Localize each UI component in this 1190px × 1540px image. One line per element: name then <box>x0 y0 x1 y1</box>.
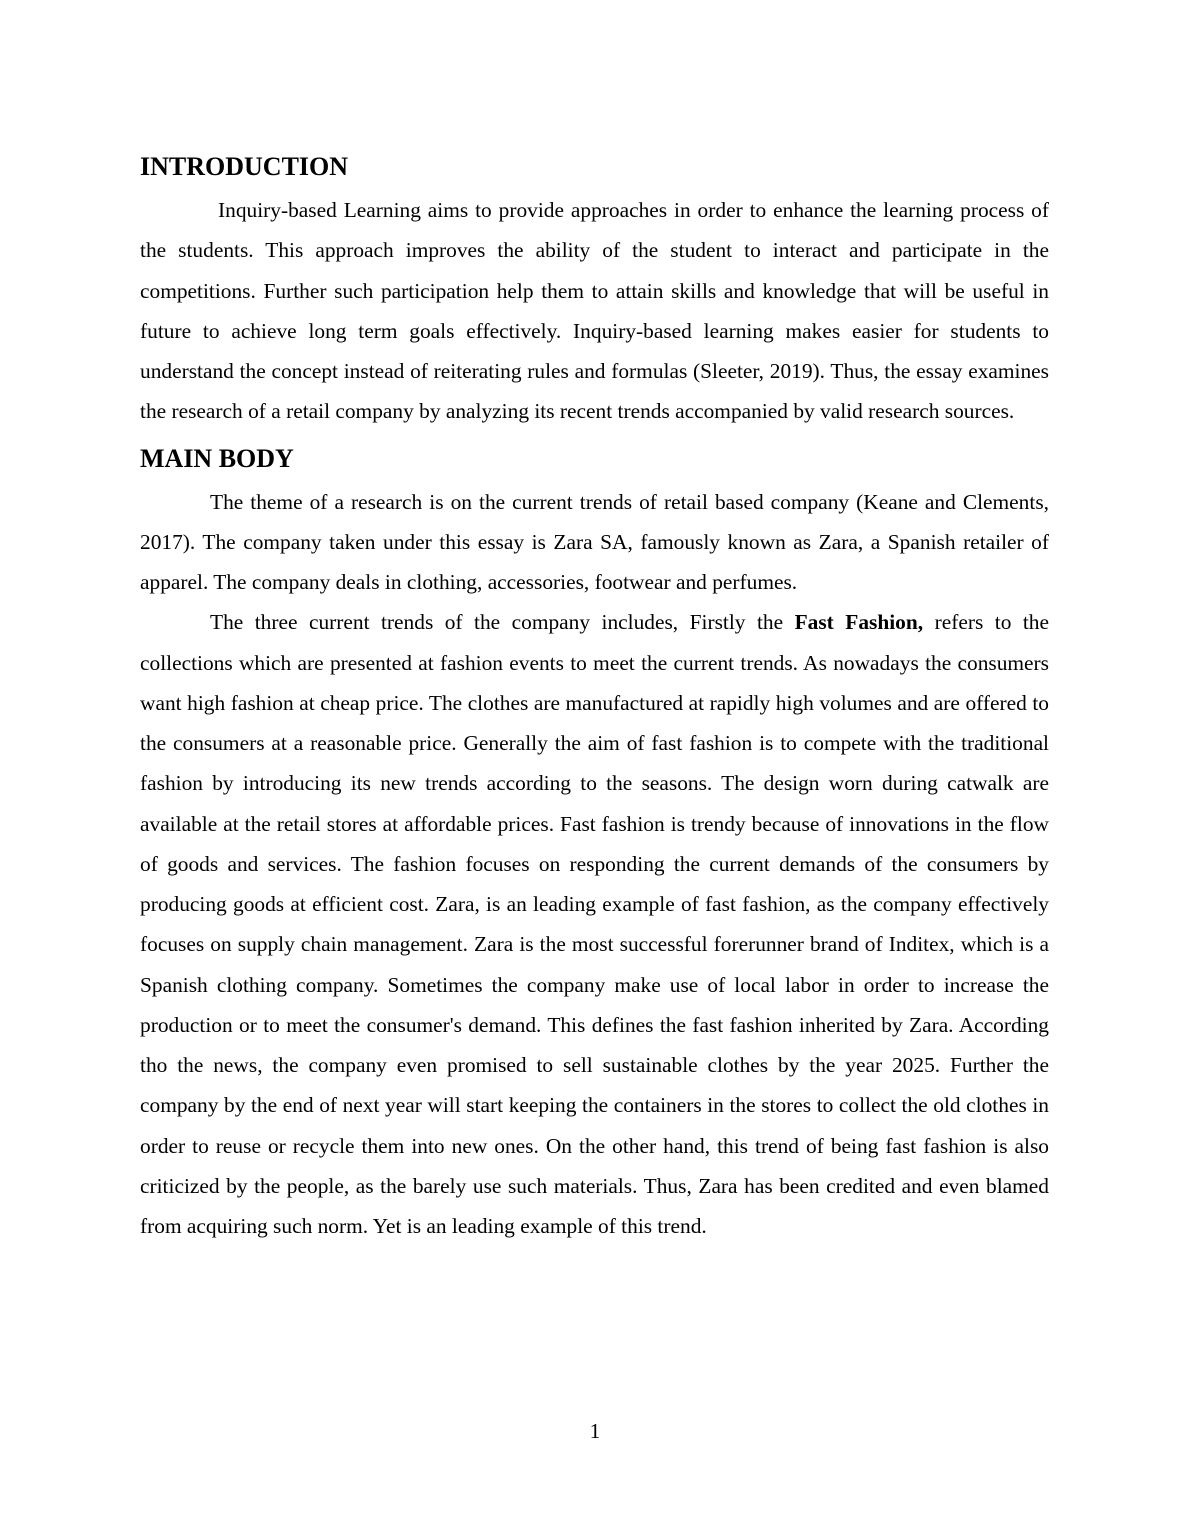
page-number: 1 <box>589 1419 601 1443</box>
main-body-paragraph-theme: The theme of a research is on the current trends of retail based company (Keane and Clements, 2017). The company taken under this essay is Zara SA, famously known as Zara, a Spanish retailer of apparel. The company deals in clothing, accessories, footwear and perfumes. <box>140 489 1049 594</box>
main-body-paragraph-trends <box>140 602 1049 1246</box>
section-heading-introduction: INTRODUCTION <box>140 152 349 181</box>
introduction-paragraph: Inquiry-based Learning aims to provide approaches in order to enhance the learning process of the students. This approach improves the ability of the student to interact and participate in the competitions. Further such participation help them to attain skills and knowledge that will be useful in future to achieve long term goals effectively. Inquiry-based learning makes easier for students to understand the concept instead of reiterating rules and formulas (Sleeter, 2019). Thus, the essay examines the research of a retail company by analyzing its recent trends accompanied by valid research sources. <box>140 198 1049 424</box>
page-content <box>140 148 1049 1246</box>
fast-fashion-term: Fast Fashion, <box>794 610 924 635</box>
trends-text-lead: The three current trends of the company includes, Firstly the <box>210 610 795 635</box>
section-heading-main-body: MAIN BODY <box>140 443 294 473</box>
trends-text-body: refers to the collections which are presented at fashion events to meet the current trends. As nowadays the consumers want high fashion at cheap price. The clothes are manufactured at rapidly high volumes and are offered to the consumers at a reasonable price. Generally the aim of fast fashion is to compete with the traditional fashion by introducing its new trends according to the seasons. The design worn during catwalk are available at the retail stores at affordable prices. Fast fashion is trendy because of innovations in the flow of goods and services. The fashion focuses on responding the current demands of the consumers by producing goods at efficient cost. Zara, is an leading example of fast fashion, as the company effectively focuses on supply chain management. Zara is the most successful forerunner brand of Inditex, which is a Spanish clothing company. Sometimes the company make use of local labor in order to increase the production or to meet the consumer's demand. This defines the fast fashion inherited by Zara. According tho the news, the company even promised to sell sustainable clothes by the year 2025. Further the company by the end of next year will start keeping the containers in the stores to collect the old clothes in order to reuse or recycle them into new ones. On the other hand, this trend of being fast fashion is also criticized by the people, as the barely use such materials. Thus, Zara has been credited and even blamed from acquiring such norm. Yet is an leading example of this trend. <box>140 610 1049 1238</box>
